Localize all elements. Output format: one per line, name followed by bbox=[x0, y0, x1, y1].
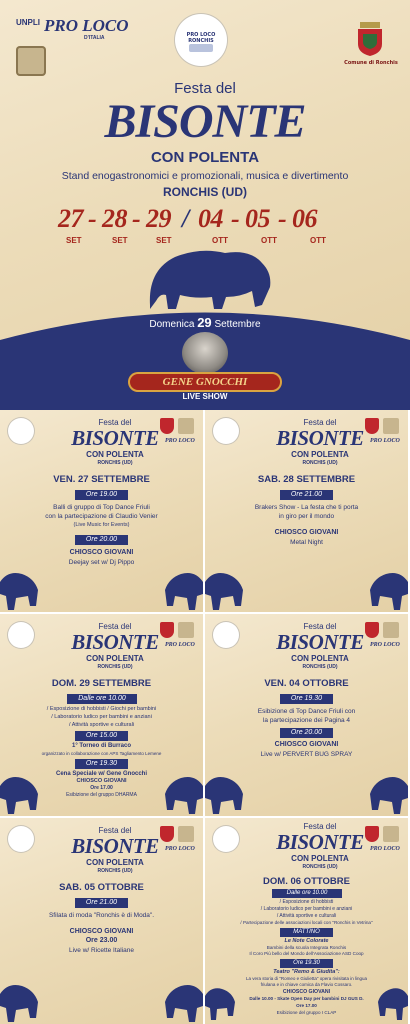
panel-place: RONCHIS (UD) bbox=[97, 868, 133, 874]
panel-place: RONCHIS (UD) bbox=[302, 664, 338, 670]
event-line: Live w/ Ricette Italiane bbox=[68, 947, 135, 954]
seal-icon bbox=[383, 622, 399, 638]
crest-icon bbox=[365, 826, 379, 842]
gutter bbox=[0, 612, 410, 614]
date-2: 28 bbox=[102, 204, 127, 233]
event-line: La vera storia di "Romeo e Giulietta" opera rivisitata in lingua bbox=[245, 976, 367, 981]
event-line: friulana e in chiave comica da Flavio Cossaro. bbox=[260, 982, 353, 987]
panel-day: DOM. 06 OTTOBRE bbox=[263, 876, 350, 887]
seal-icon bbox=[383, 418, 399, 434]
panel-place: RONCHIS (UD) bbox=[97, 664, 133, 670]
chiosco-label: CHIOSCO GIOVANI bbox=[76, 778, 127, 784]
panel-title: BISONTE bbox=[71, 426, 159, 450]
time-box: Ore 21.00 bbox=[75, 898, 128, 908]
date-3: 29 bbox=[146, 204, 171, 233]
chiosco-label: CHIOSCO GIOVANI bbox=[282, 989, 331, 995]
event-line: Ore 23.00 bbox=[85, 937, 118, 944]
panel-festa-label: Festa del bbox=[98, 826, 132, 835]
event-line: 1° Torneo di Burraco bbox=[72, 743, 131, 749]
unpli-logo: UNPLI bbox=[16, 18, 40, 27]
festa-label: Festa del bbox=[174, 80, 236, 97]
date-divider: / bbox=[182, 204, 189, 233]
time-box: Ore 20.00 bbox=[280, 728, 333, 738]
panel-title: BISONTE bbox=[71, 630, 159, 654]
event-line: Balli di gruppo di Top Dance Friuli bbox=[53, 504, 150, 511]
panel-place: RONCHIS (UD) bbox=[302, 460, 338, 466]
seal-icon bbox=[178, 418, 194, 434]
proloco-logo: PRO LOCO bbox=[165, 438, 195, 444]
panel-04-ott bbox=[205, 614, 408, 816]
panel-festa-label: Festa del bbox=[303, 822, 337, 831]
panel-subtitle: CON POLENTA bbox=[86, 654, 144, 663]
crest-icon bbox=[365, 622, 379, 638]
panel-day: SAB. 05 OTTOBRE bbox=[59, 882, 144, 893]
sunday-day: 29 bbox=[197, 315, 212, 330]
guest-sub: LIVE SHOW bbox=[182, 392, 228, 401]
proloco-ronchis-badge bbox=[175, 14, 227, 66]
panel-subtitle: CON POLENTA bbox=[291, 654, 349, 663]
panel-28-set bbox=[205, 410, 408, 612]
badge-text: PRO LOCO RONCHIS bbox=[186, 32, 216, 44]
gutter bbox=[203, 410, 205, 1024]
proloco-logo: PRO LOCO bbox=[165, 642, 195, 648]
date-6: 06 bbox=[292, 204, 317, 233]
event-line: Ore 17.00 bbox=[90, 785, 113, 791]
subtitle: CON POLENTA bbox=[150, 149, 260, 166]
month-3: SET bbox=[156, 236, 172, 245]
month-1: SET bbox=[66, 236, 82, 245]
crest-icon bbox=[160, 622, 174, 638]
proloco-logo: PRO LOCO bbox=[370, 438, 400, 444]
month-5: OTT bbox=[261, 236, 277, 245]
crest-icon bbox=[160, 418, 174, 434]
panel-festa-label: Festa del bbox=[98, 622, 132, 631]
panel-festa-label: Festa del bbox=[303, 418, 337, 427]
guest-photo bbox=[182, 332, 228, 374]
bison-icon bbox=[205, 764, 408, 816]
panel-title: BISONTE bbox=[276, 630, 364, 654]
event-line: / Attività sportive e culturali bbox=[68, 722, 135, 728]
sunday-month: Settembre bbox=[214, 319, 261, 330]
chiosco-label: CHIOSCO GIOVANI bbox=[274, 741, 339, 748]
event-line: Ore 17.00 bbox=[296, 1003, 317, 1008]
bison-icon bbox=[205, 560, 408, 612]
event-line: Metal Night bbox=[290, 539, 323, 546]
time-box: Ore 21.00 bbox=[280, 490, 333, 500]
bison-icon bbox=[0, 764, 203, 816]
event-line: Le Note Colorate bbox=[284, 938, 329, 944]
tagline: Stand enogastronomici e promozionali, musica e divertimento bbox=[61, 170, 349, 182]
time-box: Dalle ore 10.00 bbox=[67, 694, 137, 704]
crest-icon bbox=[365, 418, 379, 434]
event-line: Deejay set w/ Dj Pippo bbox=[68, 559, 135, 566]
proloco-logo: PRO LOCO bbox=[44, 16, 129, 35]
panel-title: BISONTE bbox=[276, 426, 364, 450]
event-line: Brakers Show - La festa che ti porta bbox=[254, 504, 359, 511]
event-line: la partecipazione dei Pagina 4 bbox=[262, 717, 351, 724]
time-box: Ore 19.30 bbox=[75, 759, 128, 769]
event-line: (Live Music for Events) bbox=[73, 522, 130, 528]
event-line: organizzato in collaborazione con APS Tagliamento Lemene bbox=[41, 751, 162, 756]
time-box: Ore 20.00 bbox=[75, 535, 128, 545]
chiosco-label: CHIOSCO GIOVANI bbox=[69, 928, 134, 935]
panel-festa-label: Festa del bbox=[303, 622, 337, 631]
event-line: Esibizione del gruppo DHARMA bbox=[66, 792, 137, 798]
panel-05-ott bbox=[0, 818, 203, 1024]
panel-place: RONCHIS (UD) bbox=[302, 864, 338, 870]
proloco-badge-icon bbox=[8, 622, 34, 648]
event-line: / Partecipazione delle associazioni locali con "Ronchis in Vetrina" bbox=[240, 920, 373, 925]
time-box: Ore 19.00 bbox=[75, 490, 128, 500]
month-2: SET bbox=[112, 236, 128, 245]
gutter bbox=[0, 816, 410, 818]
event-line: Dalle 10.00 - Skate Open Day per bambini DJ GUS D. bbox=[249, 996, 364, 1001]
panel-27-set bbox=[0, 410, 203, 612]
panel-title: BISONTE bbox=[71, 834, 159, 858]
comune-label: Comune di Ronchis bbox=[344, 60, 398, 66]
main-poster bbox=[0, 0, 410, 410]
month-6: OTT bbox=[310, 236, 326, 245]
panel-title: BISONTE bbox=[276, 830, 364, 854]
date-sep: - bbox=[231, 204, 240, 233]
panel-festa-label: Festa del bbox=[98, 418, 132, 427]
event-line: Teatro "Remo & Giudita": bbox=[273, 969, 340, 975]
panel-subtitle: CON POLENTA bbox=[86, 450, 144, 459]
proloco-logo: PRO LOCO bbox=[370, 642, 400, 648]
panel-subtitle: CON POLENTA bbox=[291, 854, 349, 863]
event-line: / Attività sportive e culturali bbox=[276, 913, 337, 919]
month-4: OTT bbox=[212, 236, 228, 245]
panel-day: VEN. 04 OTTOBRE bbox=[264, 678, 349, 689]
proloco-logo: PRO LOCO bbox=[370, 846, 400, 852]
time-box: MATTINO bbox=[280, 928, 333, 937]
comune-crest-icon bbox=[355, 22, 385, 56]
time-box: Ore 19.30 bbox=[280, 694, 333, 704]
event-line: Sfilata di moda "Ronchis è di Moda". bbox=[48, 912, 155, 919]
proloco-badge-icon bbox=[213, 418, 239, 444]
event-line: Esibizione di Top Dance Friuli con bbox=[257, 708, 356, 715]
event-line: Cena Speciale w/ Gene Gnocchi bbox=[55, 771, 148, 777]
main-title: BISONTE bbox=[104, 95, 306, 148]
panel-06-ott bbox=[205, 818, 408, 1024]
time-box: Ore 19.30 bbox=[280, 959, 333, 968]
chiosco-label: CHIOSCO GIOVANI bbox=[274, 529, 339, 536]
proloco-badge-icon bbox=[213, 826, 239, 852]
bison-icon bbox=[0, 972, 203, 1024]
bison-icon bbox=[0, 560, 203, 612]
proloco-logo-sub: D'ITALIA bbox=[84, 35, 105, 41]
time-box: Ore 15.00 bbox=[75, 731, 128, 741]
panel-day: DOM. 29 SETTEMBRE bbox=[51, 678, 152, 689]
proloco-badge-icon bbox=[8, 418, 34, 444]
event-line: / Laboratorio ludico per bambini e anziani bbox=[260, 906, 353, 912]
date-5: 05 bbox=[245, 204, 270, 233]
panel-subtitle: CON POLENTA bbox=[291, 450, 349, 459]
date-1: 27 bbox=[58, 204, 83, 233]
event-line: / Esposizione di hobbisti bbox=[279, 899, 334, 905]
time-box: Dalle ore 10.00 bbox=[272, 889, 342, 898]
date-4: 04 bbox=[198, 204, 223, 233]
event-line: Live w/ PERVERT BUG SPRAY bbox=[260, 751, 353, 758]
guest-name-banner: GENE GNOCCHI bbox=[128, 372, 282, 392]
seal-icon bbox=[178, 826, 194, 842]
date-sep: - bbox=[132, 204, 141, 233]
crest-icon bbox=[160, 826, 174, 842]
place: RONCHIS (UD) bbox=[163, 185, 247, 199]
event-line: Bambini della scuola Integrata Ronchis bbox=[266, 945, 347, 950]
book-icon bbox=[189, 44, 213, 52]
panel-day: SAB. 28 SETTEMBRE bbox=[257, 474, 356, 485]
event-line: / Esposizione di hobbisti / Giochi per bambini bbox=[46, 706, 157, 712]
event-line: con la partecipazione di Claudio Venier bbox=[45, 513, 158, 520]
seal-icon bbox=[383, 826, 399, 842]
panel-29-set bbox=[0, 614, 203, 816]
event-line: / Laboratorio ludico per bambini e anziani bbox=[51, 714, 152, 720]
bison-icon bbox=[205, 978, 408, 1024]
association-seal-icon bbox=[16, 46, 46, 76]
seal-icon bbox=[178, 622, 194, 638]
panel-place: RONCHIS (UD) bbox=[97, 460, 133, 466]
proloco-logo: PRO LOCO bbox=[165, 846, 195, 852]
event-line: in giro per il mondo bbox=[278, 513, 335, 520]
proloco-badge-icon bbox=[213, 622, 239, 648]
proloco-badge-icon bbox=[8, 826, 34, 852]
sunday-line bbox=[0, 315, 410, 330]
date-sep: - bbox=[88, 204, 97, 233]
date-sep: - bbox=[278, 204, 287, 233]
dates-row bbox=[58, 204, 358, 250]
sunday-prefix: Domenica bbox=[149, 319, 195, 330]
panel-day: VEN. 27 SETTEMBRE bbox=[53, 474, 150, 485]
panel-subtitle: CON POLENTA bbox=[86, 858, 144, 867]
chiosco-label: CHIOSCO GIOVANI bbox=[69, 549, 134, 556]
event-line: Il Coro Più bello del Mondo dell'Associazione ASD Coop bbox=[249, 951, 364, 956]
event-line: Esibizione del gruppo I CLAP bbox=[276, 1010, 337, 1015]
